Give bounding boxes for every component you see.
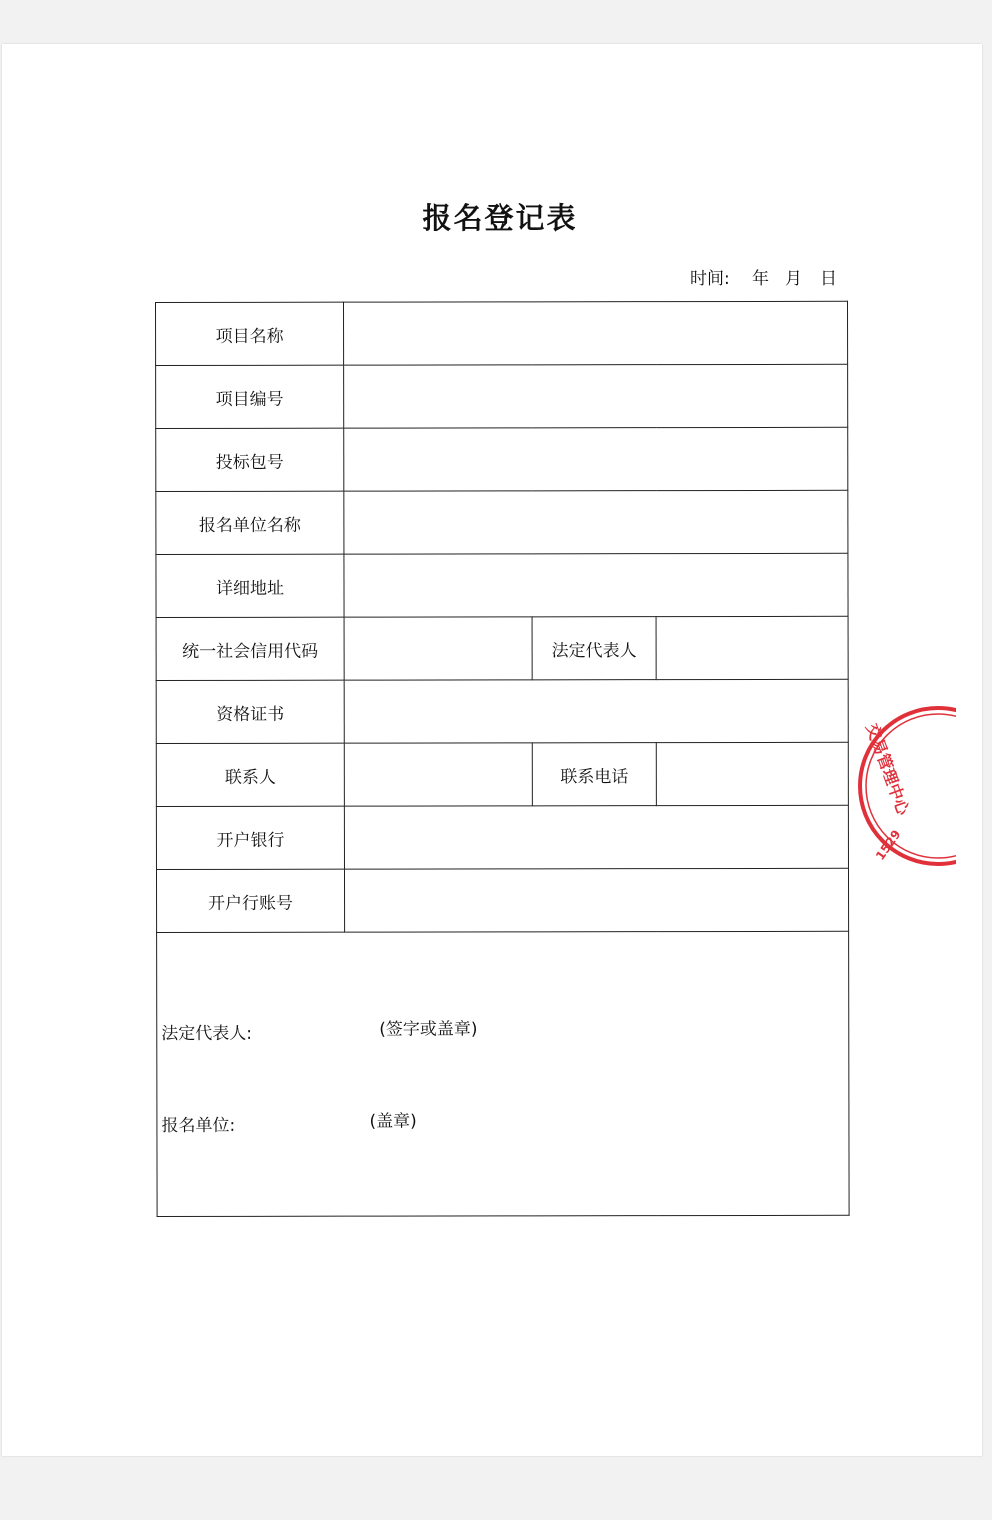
label-applicant-name: 报名单位名称	[156, 491, 344, 554]
label-contact: 联系人	[156, 743, 344, 806]
seal-icon	[846, 696, 956, 876]
row-contact	[156, 742, 848, 806]
registration-form	[155, 301, 849, 1217]
row-address	[156, 553, 848, 617]
field-credit-code[interactable]	[344, 617, 532, 680]
row-account	[156, 868, 848, 932]
row-applicant-name	[156, 490, 848, 554]
seal-text: 交易管理中心	[862, 720, 913, 818]
row-qualification	[156, 679, 848, 743]
field-account[interactable]	[344, 868, 848, 932]
field-bid-package[interactable]	[344, 427, 848, 491]
label-bank: 开户银行	[156, 806, 344, 869]
legal-rep-signature-label: 法定代表人:	[161, 1023, 253, 1044]
field-qualification[interactable]	[344, 679, 848, 743]
row-signature	[157, 931, 850, 1216]
date-label: 时间:	[690, 269, 730, 289]
row-credit-code	[156, 616, 848, 680]
legal-rep-signature-hint: (签字或盖章)	[379, 1019, 478, 1040]
red-seal-stamp	[846, 696, 956, 876]
date-month: 月	[785, 269, 802, 289]
field-contact[interactable]	[344, 743, 532, 806]
date-day: 日	[820, 269, 837, 289]
field-applicant-name[interactable]	[344, 490, 848, 554]
page-title: 报名登记表	[422, 201, 578, 235]
unit-seal-label: 报名单位:	[161, 1115, 236, 1136]
legal-rep-signature-line	[161, 1019, 478, 1044]
label-project-number: 项目编号	[156, 365, 344, 428]
date-year: 年	[752, 269, 769, 289]
row-bank	[156, 805, 848, 869]
field-project-number[interactable]	[344, 364, 848, 428]
signature-area[interactable]	[157, 931, 850, 1216]
row-project-name	[156, 301, 848, 365]
date-row	[690, 264, 837, 289]
label-project-name: 项目名称	[156, 302, 344, 365]
label-bid-package: 投标包号	[156, 428, 344, 491]
field-bank[interactable]	[344, 805, 848, 869]
label-legal-rep: 法定代表人	[532, 617, 656, 680]
row-project-number	[156, 364, 848, 428]
field-legal-rep[interactable]	[656, 616, 848, 679]
row-bid-package	[156, 427, 848, 491]
unit-seal-line	[161, 1111, 417, 1136]
label-qualification: 资格证书	[156, 680, 344, 743]
seal-number: 1529	[872, 827, 904, 863]
label-phone: 联系电话	[532, 743, 656, 806]
field-address[interactable]	[344, 553, 848, 617]
unit-seal-hint: (盖章)	[369, 1111, 417, 1132]
field-phone[interactable]	[656, 742, 848, 805]
field-project-name[interactable]	[344, 301, 848, 365]
label-credit-code: 统一社会信用代码	[156, 617, 344, 680]
label-address: 详细地址	[156, 554, 344, 617]
registration-table	[155, 301, 850, 1217]
label-account: 开户行账号	[156, 869, 344, 932]
